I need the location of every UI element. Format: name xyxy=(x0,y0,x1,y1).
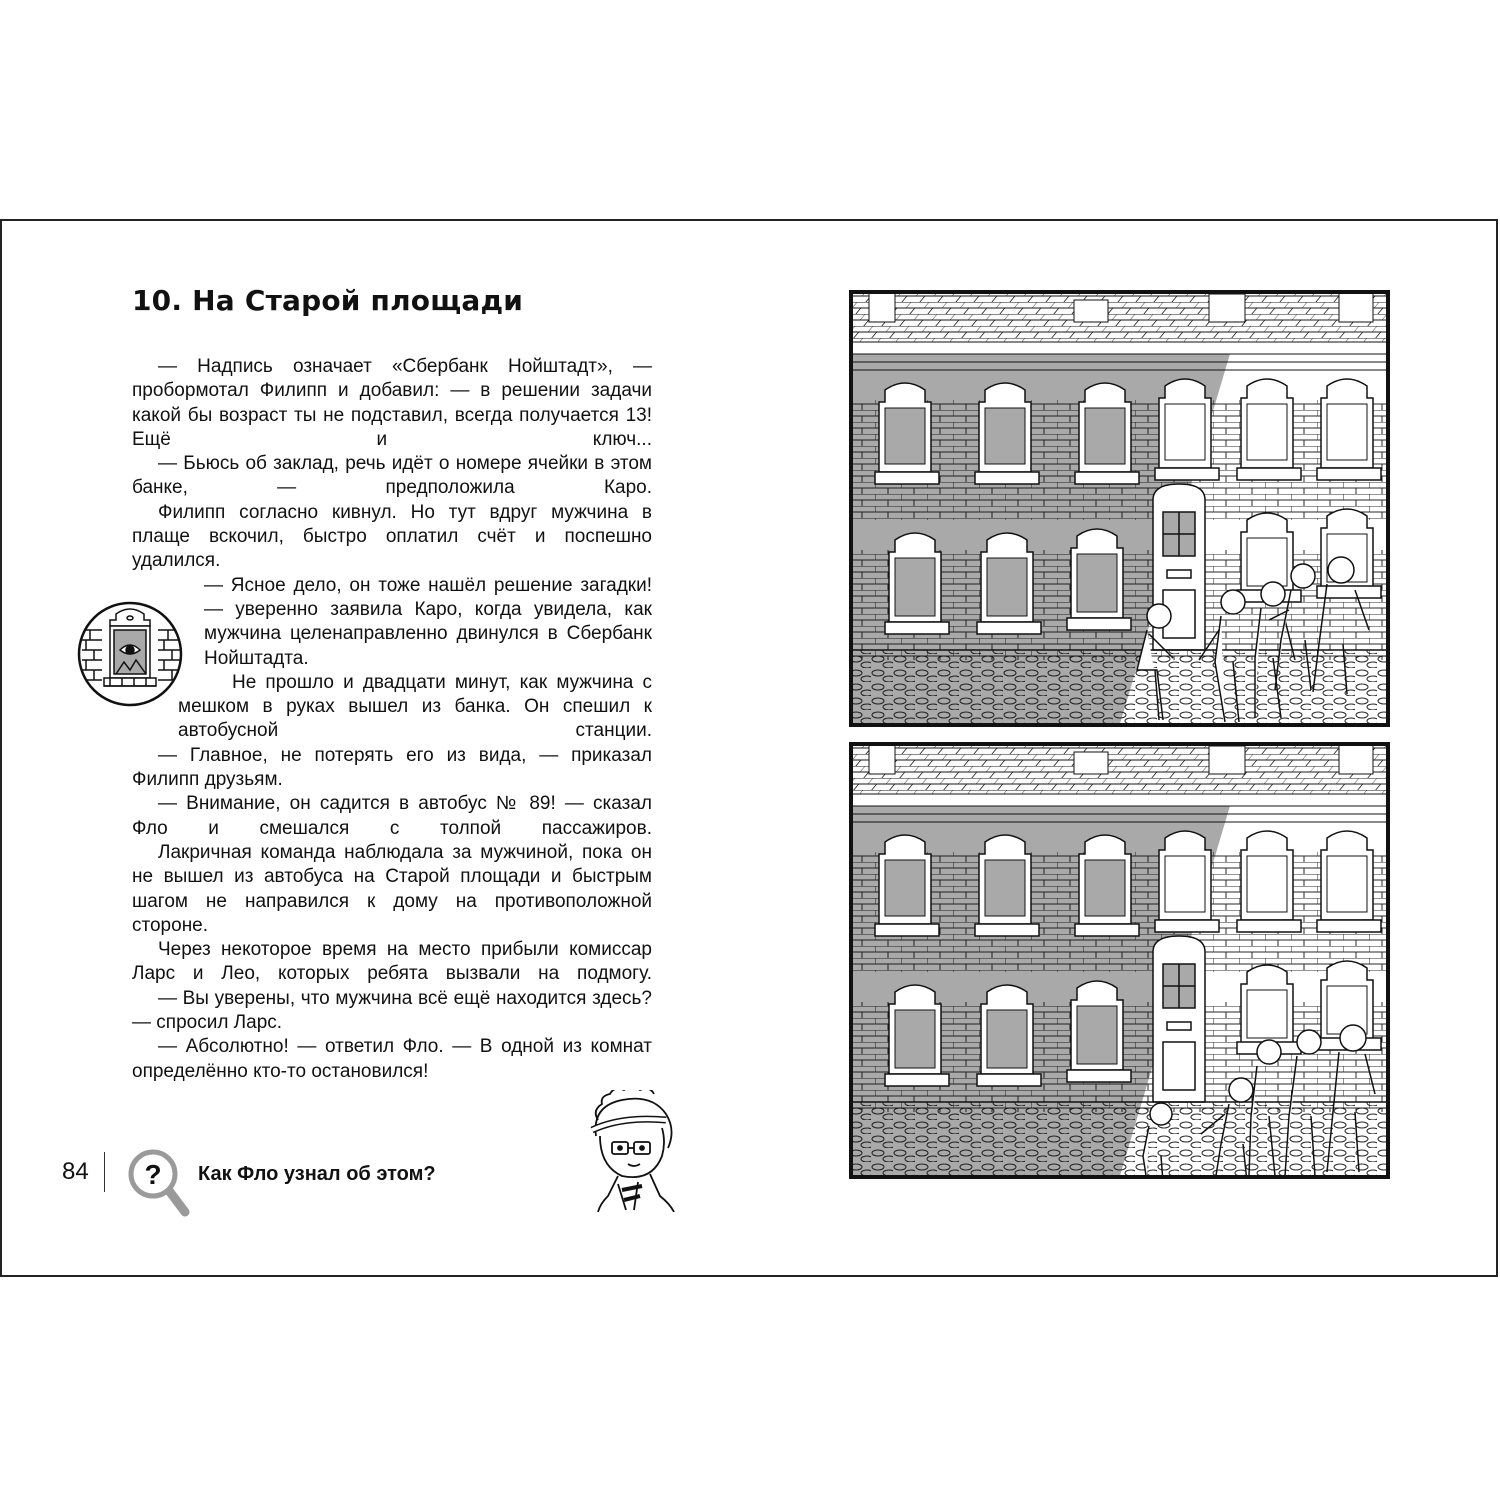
paragraph-3: Филипп согласно кивнул. Но тут вдруг мужчина в плаще вскочил, быстро оплатил счёт и поспешно удалился. xyxy=(132,501,652,572)
question-mark: ? xyxy=(144,1159,162,1190)
paragraph-9: Через некоторое время на место прибыли комиссар Ларс и Лео, которых ребята вызвали на подмогу. xyxy=(132,939,652,985)
paragraph-8: Лакричная команда наблюдала за мужчиной, пока он не вышел из автобуса на Старой площади и быстрым шагом не направился к дому на противоположной стороне. xyxy=(132,841,652,936)
paragraph-11: — Абсолютно! — ответил Фло. — В одной из комнат определённо кто-то остановился! xyxy=(132,1036,652,1082)
paragraph-6: — Главное, не потерять его из вида, — приказал Филипп друзьям. xyxy=(132,744,652,791)
chapter-title: 10. На Старой площади xyxy=(132,284,524,317)
flo-character-illustration xyxy=(578,1090,686,1212)
question-text: Как Фло узнал об этом? xyxy=(198,1163,436,1185)
footer-divider xyxy=(104,1152,105,1192)
paragraph-2: — Бьюсь об заклад, речь идёт о номере ячейки в этом банке, — предположила Каро. xyxy=(132,453,652,499)
paragraph-10: — Вы уверены, что мужчина всё ещё находится здесь? — спросил Ларс. xyxy=(132,987,652,1034)
paragraph-5: Не прошло и двадцати минут, как мужчина с мешком в руках вышел из банка. Он спешил к автобусной станции. xyxy=(178,671,652,742)
story-text xyxy=(132,355,652,1084)
paragraph-1: — Надпись означает «Сбербанк Нойштадт», — пробормотал Филипп и добавил: — в решении задачи какой бы возраст ты не подставил, всегда получается 13! Ещё и ключ... xyxy=(132,356,652,450)
paragraph-4: — Ясное дело, он тоже нашёл решение загадки! — уверенно заявила Каро, когда увидела, как мужчина целенаправленно двинулся в Сбербанк Нойштадта. xyxy=(204,574,652,669)
magnifier-question-icon xyxy=(127,1148,193,1220)
building-facade-scene xyxy=(849,290,1390,727)
building-facade-scene-variant xyxy=(849,742,1390,1179)
page-number: 84 xyxy=(62,1158,89,1185)
paragraph-7: — Внимание, он садится в автобус № 89! — сказал Фло и смешался с толпой пассажиров. xyxy=(132,793,652,839)
window-detail-icon xyxy=(76,600,184,708)
